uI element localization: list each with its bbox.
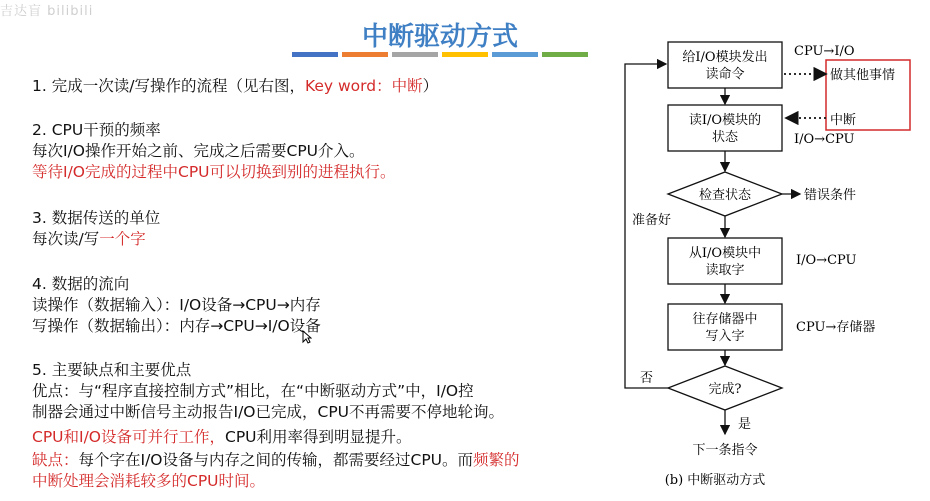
label-interrupt: 中断 — [830, 113, 857, 128]
section-2-line-1: 每次I/O操作开始之前、完成之后需要CPU介入。 — [32, 142, 365, 160]
section-2-heading: 2. CPU干预的频率 — [32, 121, 161, 139]
section-5-adv-3-rest: CPU利用率得到明显提升。 — [225, 428, 412, 446]
flow-box-read-word-line-1: 从I/O模块中 — [688, 246, 762, 261]
label-do-other: 做其他事情 — [830, 68, 896, 83]
keyword-text: Key word：中断 — [304, 77, 423, 95]
flow-box-write-word-line-2: 写入字 — [705, 329, 745, 344]
label-ready: 准备好 — [632, 213, 672, 228]
flow-box-send-command-line-2: 读命令 — [705, 67, 745, 82]
section-5-dis-label: 缺点： — [32, 451, 79, 469]
flow-box-send-command-line-1: 给I/O模块发出 — [682, 50, 768, 65]
flow-box-read-word-line-2: 读取字 — [705, 263, 745, 278]
label-io-cpu-2: I/O→CPU — [796, 253, 857, 268]
section-2-line-2: 等待I/O完成的过程中CPU可以切换到别的进程执行。 — [32, 163, 396, 181]
flowchart-caption: (b) 中断驱动方式 — [664, 473, 766, 488]
section-3-highlight: 一个字 — [99, 230, 146, 248]
section-3-heading: 3. 数据传送的单位 — [32, 209, 161, 227]
section-5-dis-text: 每个字在I/O设备与内存之间的传输，都需要经过CPU。而 — [78, 451, 474, 469]
section-5-dis-2: 中断处理会消耗较多的CPU时间。 — [32, 472, 266, 490]
flow-box-read-status-line-1: 读I/O模块的 — [688, 113, 762, 128]
flow-diamond-check-status-label: 检查状态 — [698, 188, 752, 203]
section-1-text: 1. 完成一次读/写操作的流程（见右图， — [32, 77, 305, 95]
slide-title: 中断驱动方式 — [361, 22, 518, 52]
label-error: 错误条件 — [804, 188, 857, 203]
label-next-instruction: 下一条指令 — [692, 443, 758, 458]
section-4-read: 读操作（数据输入）：I/O设备→CPU→内存 — [32, 296, 321, 314]
section-5-adv-3-red: CPU和I/O设备可并行工作， — [32, 428, 226, 446]
flow-box-read-status-line-2: 状态 — [711, 130, 739, 145]
label-no: 否 — [640, 371, 654, 386]
flow-box-write-word-line-1: 往存储器中 — [692, 312, 758, 327]
section-5-dis-red: 频繁的 — [473, 451, 520, 469]
section-4-write: 写操作（数据输出）：内存→CPU→I/O设备 — [32, 317, 321, 335]
label-cpu-mem: CPU→存储器 — [796, 320, 876, 335]
flow-diamond-done-label: 完成? — [708, 382, 742, 397]
label-cpu-io: CPU→I/O — [794, 44, 855, 59]
label-io-cpu-1: I/O→CPU — [794, 132, 855, 147]
section-3-prefix: 每次读/写 — [32, 230, 100, 248]
section-5-heading: 5. 主要缺点和主要优点 — [32, 361, 192, 379]
section-1-close: ） — [422, 77, 439, 95]
section-5-adv-2: 制器会通过中断信号主动报告I/O已完成，CPU不再需要不停地轮询。 — [32, 403, 505, 421]
section-5-adv-1: 优点：与“程序直接控制方式”相比，在“中断驱动方式”中，I/O控 — [32, 382, 474, 400]
label-yes: 是 — [738, 417, 752, 432]
watermark: 吉达盲 bilibili — [0, 4, 94, 19]
section-4-heading: 4. 数据的流向 — [32, 275, 130, 293]
